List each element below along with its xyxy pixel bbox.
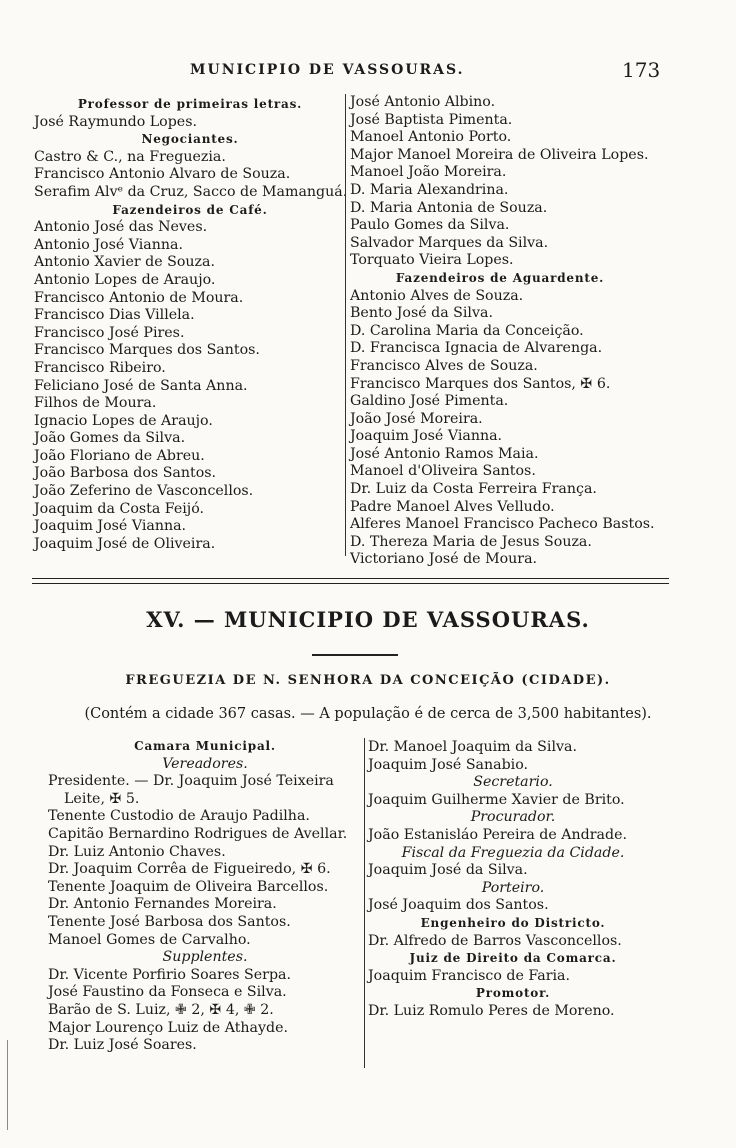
list-heading: Engenheiro do Districto. [420,915,606,930]
column-top-right [350,94,655,569]
list-entry: José Antonio Albino. [350,94,496,110]
list-entry: Dr. Luiz Romulo Peres de Moreno. [368,1002,615,1019]
list-entry: João Floriano de Abreu. [34,447,205,464]
list-entry: Galdino José Pimenta. [350,393,509,410]
list-entry: Francisco Antonio Alvaro de Souza. [34,166,291,183]
list-heading: Fazendeiros de Aguardente. [395,270,605,285]
list-entry: Francisco Marques dos Santos, ✠ 6. [350,375,611,392]
list-entry: Joaquim José Vianna. [350,428,503,445]
list-entry: Leite, ✠ 5. [64,790,140,807]
list-entry: Tenente José Barbosa dos Santos. [48,913,291,930]
list-entry: D. Maria Antonia de Souza. [350,199,548,216]
list-entry: José Raymundo Lopes. [34,113,197,130]
list-entry: Tenente Joaquim de Oliveira Barcellos. [48,878,329,895]
list-entry: Francisco Ribeiro. [34,359,166,376]
list-entry: Barão de S. Luiz, ✙ 2, ✠ 4, ✙ 2. [48,1001,274,1018]
column-bottom-right [368,739,658,1021]
list-entry: Dr. Luiz José Soares. [48,1037,197,1054]
list-entry: D. Thereza Maria de Jesus Souza. [350,533,592,550]
list-entry: José Baptista Pimenta. [350,111,513,128]
list-heading: Fazendeiros de Café. [112,202,268,217]
list-entry: Francisco Marques dos Santos. [34,342,260,359]
list-entry: Joaquim José Sanabio. [368,756,529,773]
title-rule [312,654,398,656]
list-entry: Joaquim José da Silva. [368,862,528,879]
list-entry: Dr. Luiz Antonio Chaves. [48,843,226,860]
list-entry: Dr. Vicente Porfirio Soares Serpa. [48,966,292,983]
list-entry: Dr. Joaquim Corrêa de Figueiredo, ✠ 6. [48,861,331,878]
list-entry: Torquato Vieira Lopes. [350,252,514,269]
list-entry: Antonio Lopes de Araujo. [34,271,216,288]
running-title: MUNICIPIO DE VASSOURAS. [190,62,465,78]
list-entry: Castro & C., na Freguezia. [34,148,226,165]
list-entry: Serafim Alvᵉ da Cruz, Sacco de Mamanguá. [34,183,348,200]
list-entry: José Antonio Ramos Maia. [350,445,539,462]
list-entry: Francisco Alves de Souza. [350,357,538,374]
list-entry: Antonio José Vianna. [34,236,184,253]
list-heading: Procurador. [470,809,556,826]
list-heading: Camara Municipal. [134,739,276,753]
section-title: XV. — MUNICIPIO DE VASSOURAS. [146,607,590,632]
list-entry: Salvador Marques da Silva. [350,234,549,251]
list-entry: Francisco Dias Villela. [34,307,195,324]
list-entry: D. Carolina Maria da Conceição. [350,322,584,339]
list-entry: Alferes Manoel Francisco Pacheco Bastos. [350,516,655,533]
list-entry: Paulo Gomes da Silva. [350,217,510,234]
list-entry: João Zeferino de Vasconcellos. [34,483,254,500]
list-entry: Joaquim José de Oliveira. [34,535,216,552]
list-entry: Joaquim Guilherme Xavier de Brito. [368,791,625,808]
list-heading: Negociantes. [141,132,239,147]
list-heading: Promotor. [475,986,551,1001]
list-entry: Antonio Xavier de Souza. [34,254,215,271]
list-entry: Francisco José Pires. [34,324,185,341]
column-divider-bottom [364,738,365,1068]
population-note: (Contém a cidade 367 casas. — A população é de cerca de 3,500 habitantes). [84,706,652,722]
list-entry: Presidente. — Dr. Joaquim José Teixeira [48,773,334,790]
list-entry: Dr. Manoel Joaquim da Silva. [368,739,577,755]
list-entry: Manoel João Moreira. [350,164,507,181]
list-entry: Dr. Luiz da Costa Ferreira França. [350,481,597,498]
list-entry: Dr. Antonio Fernandes Moreira. [48,896,277,913]
list-entry: Manoel Antonio Porto. [350,129,512,146]
list-entry: Dr. Alfredo de Barros Vasconcellos. [368,932,622,949]
list-entry: D. Francisca Ignacia de Alvarenga. [350,340,603,357]
section-separator [32,578,669,584]
list-heading: Fiscal da Freguezia da Cidade. [401,844,625,861]
list-entry: Padre Manoel Alves Velludo. [350,498,555,515]
list-heading: Juiz de Direito da Comarca. [409,951,617,966]
list-entry: Filhos de Moura. [34,395,157,412]
list-heading: Porteiro. [481,879,545,896]
list-heading: Supplentes. [162,949,248,966]
list-entry: Capitão Bernardino Rodrigues de Avellar. [48,825,348,842]
column-bottom-left [48,738,362,1055]
parish-heading: FREGUEZIA DE N. SENHORA DA CONCEIÇÃO (CIDADE). [125,673,611,688]
column-divider-top [345,94,346,556]
list-heading: Secretario. [473,774,553,791]
list-entry: José Faustino da Fonseca e Silva. [48,984,287,1001]
list-entry: Manoel d'Oliveira Santos. [350,463,536,480]
list-entry: João Barbosa dos Santos. [34,465,217,482]
list-entry: Feliciano José de Santa Anna. [34,377,248,394]
list-entry: Antonio José das Neves. [34,219,208,236]
list-entry: Victoriano José de Moura. [350,551,538,568]
list-entry: Tenente Custodio de Araujo Padilha. [48,808,310,825]
list-entry: Antonio Alves de Souza. [350,287,524,304]
list-entry: João Estanisláo Pereira de Andrade. [368,826,627,843]
list-entry: Major Lourenço Luiz de Athayde. [48,1019,288,1036]
list-entry: Ignacio Lopes de Araujo. [34,412,213,429]
list-heading: Vereadores. [162,755,248,772]
list-entry: Francisco Antonio de Moura. [34,289,244,306]
list-entry: Joaquim Francisco de Faria. [368,967,571,984]
list-entry: João Gomes da Silva. [34,430,186,447]
list-entry: Joaquim José Vianna. [34,518,187,535]
list-entry: Manoel Gomes de Carvalho. [48,931,251,948]
list-entry: Joaquim da Costa Feijó. [34,500,205,517]
column-top-left [34,96,346,553]
page-number: 173 [622,58,661,82]
list-entry: João José Moreira. [350,410,483,427]
list-entry: D. Maria Alexandrina. [350,181,509,198]
list-entry: José Joaquim dos Santos. [368,897,549,914]
list-entry: Major Manoel Moreira de Oliveira Lopes. [350,146,649,163]
list-heading: Professor de primeiras letras. [77,97,303,111]
margin-mark [7,1040,8,1130]
list-entry: Bento José da Silva. [350,305,493,322]
